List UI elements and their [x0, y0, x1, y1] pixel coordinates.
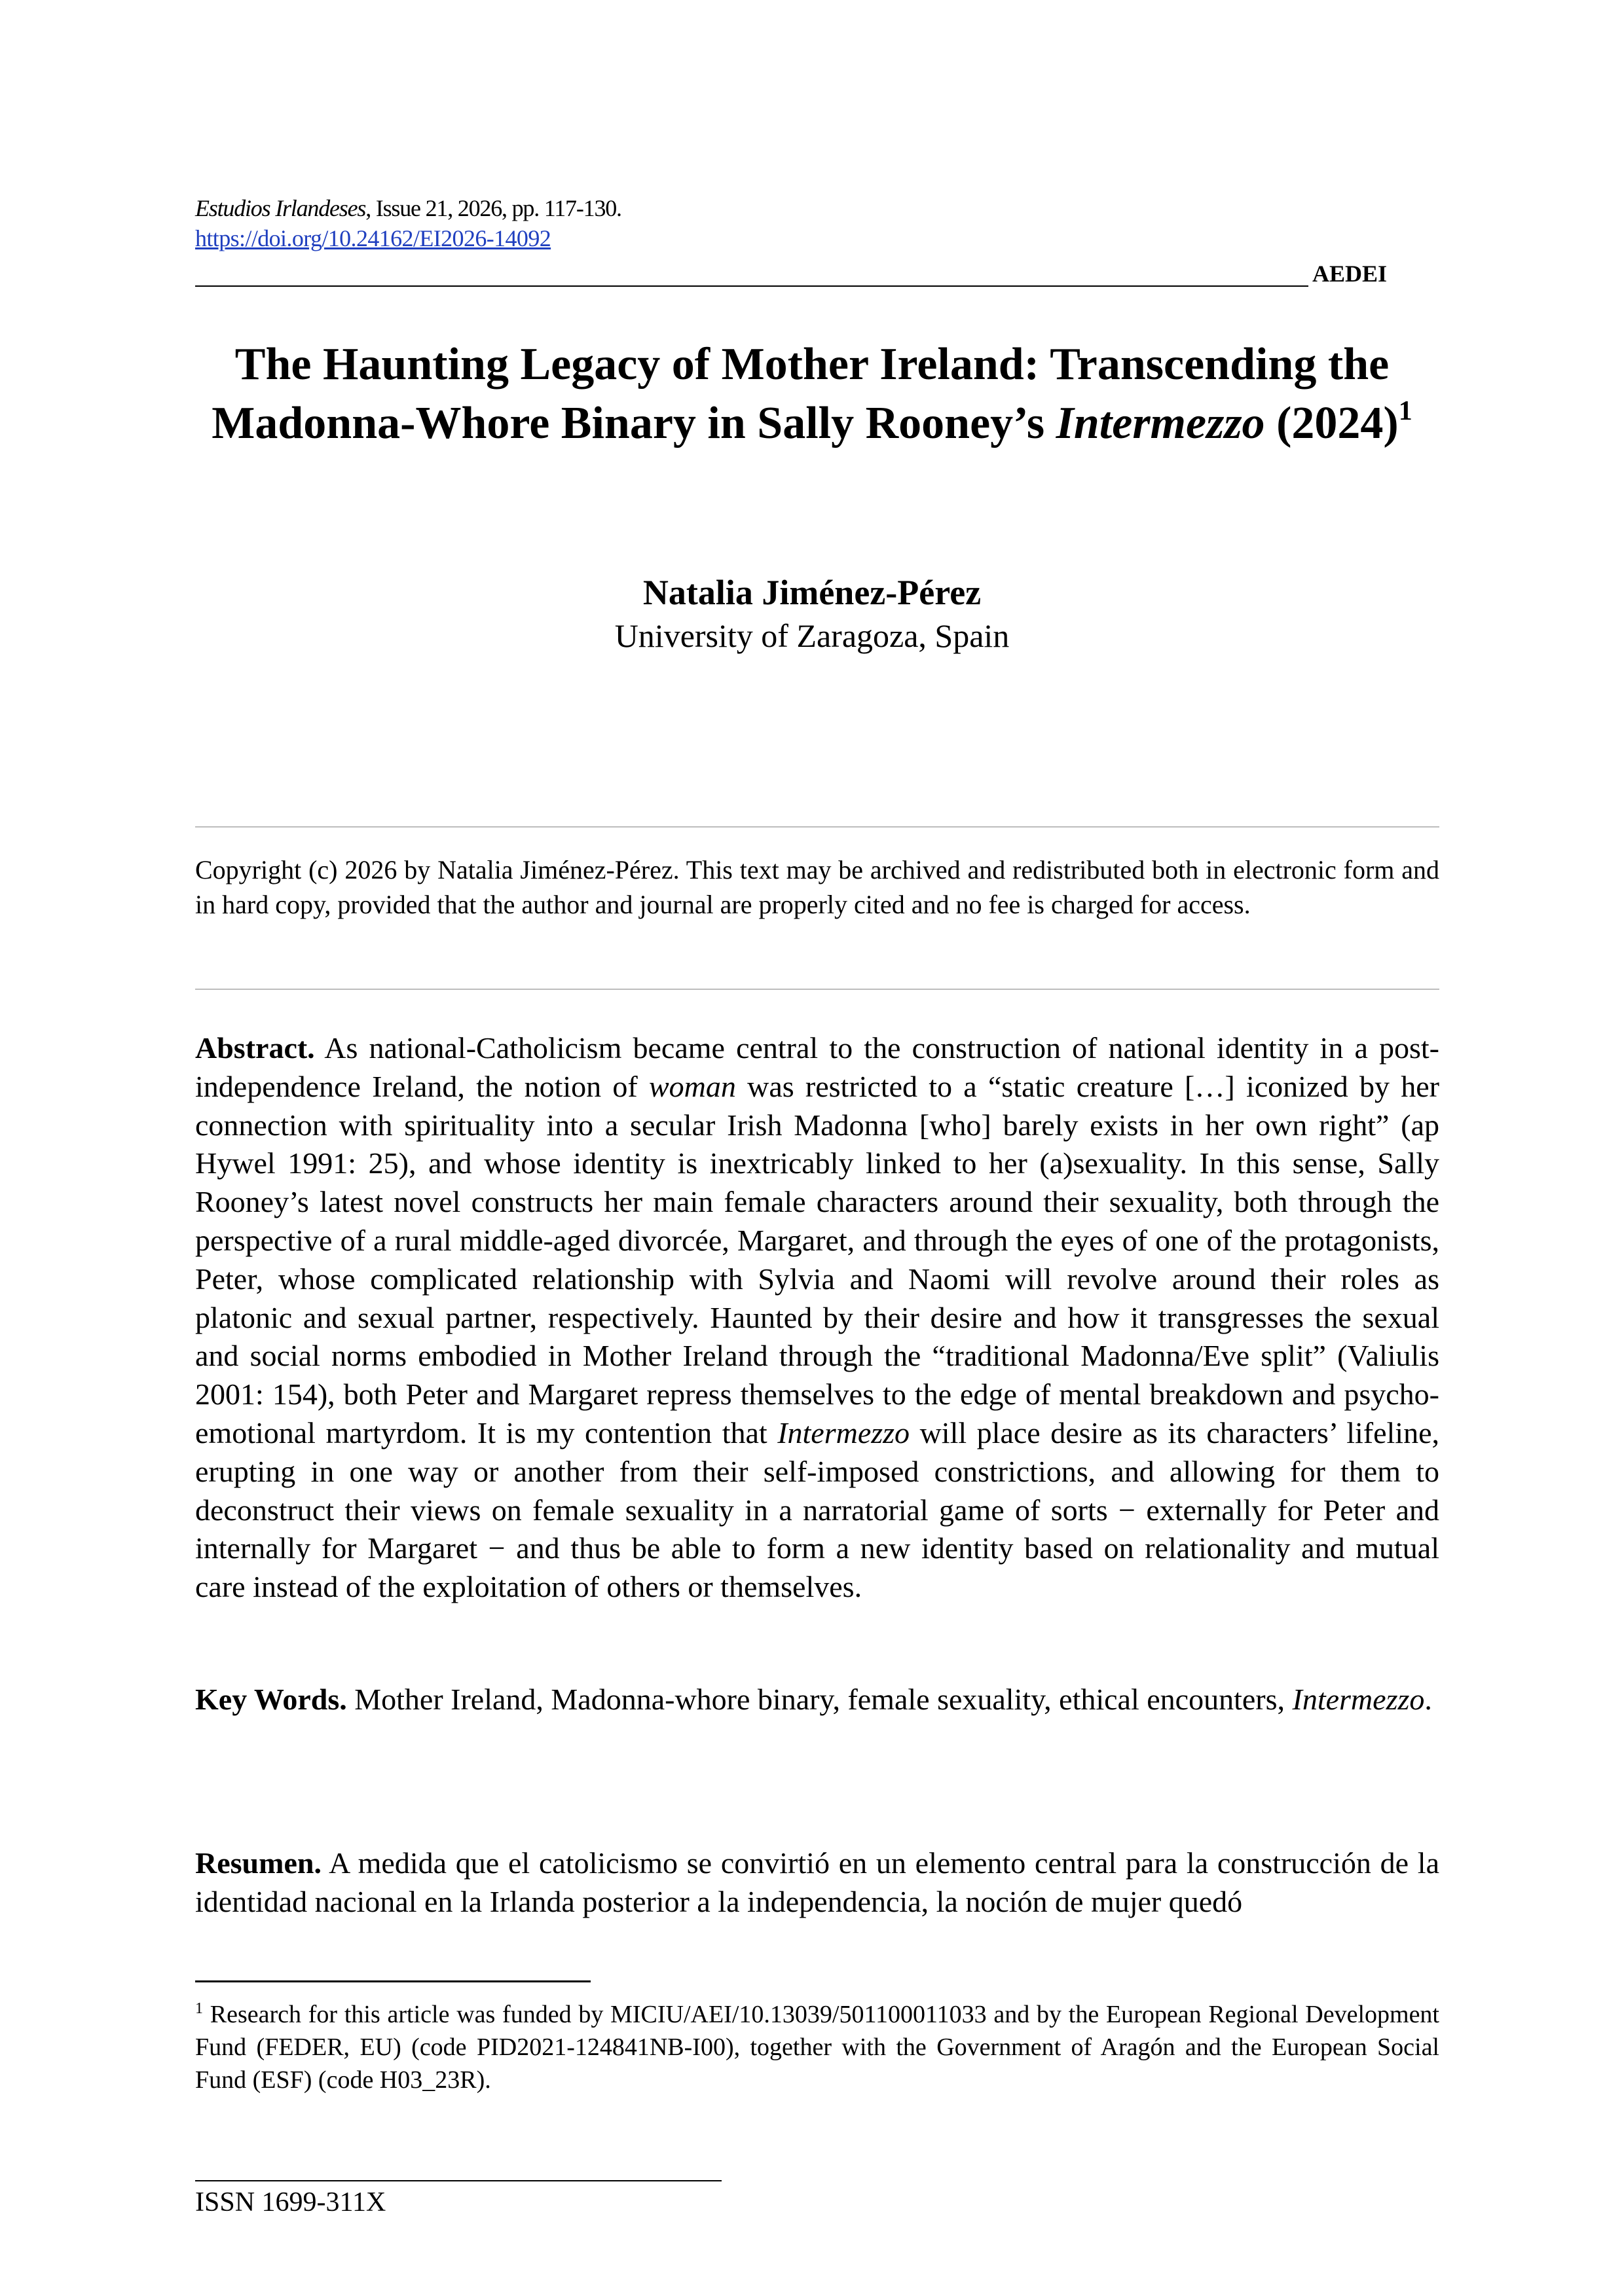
- footnote-text: Research for this article was funded by MICIU/AEI/10.13039/501100011033 and by the European Regional Development Fund (FEDER, EU) (code PID2021-124841NB-I00), together with the Government of Aragón and the European Social Fund (ESF) (code H03_23R).: [195, 2001, 1439, 2094]
- abstract-label: Abstract.: [195, 1031, 315, 1065]
- title-italic: Intermezzo: [1056, 398, 1265, 448]
- keywords-italic: Intermezzo: [1292, 1683, 1425, 1716]
- abstract-italic-2: Intermezzo: [777, 1415, 910, 1449]
- author-name: Natalia Jiménez-Pérez: [642, 573, 982, 612]
- title-footnote-mark[interactable]: 1: [1398, 396, 1412, 426]
- copyright-notice: Copyright (c) 2026 by Natalia Jiménez-Pérez. This text may be archived and redistributed both in electronic form and in hard copy, provided that the author and journal are properly cited and no fee is charged for access.: [195, 855, 1439, 919]
- article-title: [164, 335, 1460, 453]
- header-rule: [195, 285, 1308, 287]
- journal-citation: [195, 194, 621, 223]
- keywords-text: Mother Ireland, Madonna-whore binary, female sexuality, ethical encounters,: [346, 1683, 1293, 1716]
- issn-rule: [195, 2180, 722, 2181]
- keywords-end: .: [1424, 1683, 1432, 1716]
- resumen-text: A medida que el catolicismo se convirtió en un elemento central para la construcción de la identidad nacional en la Irlanda posterior a la independencia, la noción de mujer quedó: [195, 1846, 1439, 1918]
- doi-link[interactable]: https://doi.org/10.24162/EI2026-14092: [195, 225, 551, 251]
- title-main: The Haunting Legacy of Mother Ireland: Transcending the Madonna-Whore Binary in Sally Rooney’s: [212, 339, 1390, 448]
- abstract: [195, 1029, 1439, 1607]
- footnote-mark: 1: [195, 2000, 203, 2017]
- resumen: [195, 1844, 1439, 1922]
- footnote-rule: [195, 1980, 591, 1982]
- footnote: [195, 1998, 1439, 2096]
- resumen-label: Resumen.: [195, 1846, 322, 1880]
- keywords: [195, 1681, 1439, 1719]
- journal-name: Estudios Irlandeses: [195, 195, 366, 221]
- abstract-text-1: As national-Catholicism became central to the construction of national identity in a post-independence Ireland, the notion of: [195, 1031, 1439, 1103]
- copyright-bottom-rule: [195, 989, 1439, 990]
- abstract-italic-1: woman: [648, 1069, 736, 1103]
- abstract-text-3: will place desire as its characters’ lifeline, erupting in one way or another from their self-imposed constrictions, and allowing for them to deconstruct their views on female sexuality in a narratorial game of sorts − externally for Peter and internally for Margaret − and thus be able to form a new identity based on relationality and mutual care instead of the exploitation of others or themselves.: [195, 1415, 1439, 1604]
- keywords-label: Key Words.: [195, 1683, 347, 1716]
- abstract-text-2: was restricted to a “static creature […] iconized by her connection with spirituality into a secular Irish Madonna [who] barely exists in her own right” (ap Hywel 1991: 25), and whose identity is inextricably linked to her (a)sexuality. In this sense, Sally Rooney’s latest novel constructs her main female characters around their sexuality, both through the perspective of a rural middle-aged divorcée, Margaret, and through the eyes of one of the protagonists, Peter, whose complicated relationship with Sylvia and Naomi will revolve around their roles as platonic and sexual partner, respectively. Haunted by their desire and how it transgresses the sexual and social norms embodied in Mother Ireland through the “traditional Madonna/Eve split” (Valiulis 2001: 154), both Peter and Margaret repress themselves to the edge of mental breakdown and psycho-emotional martyrdom. It is my contention that: [195, 1069, 1439, 1449]
- publisher-label: AEDEI: [1312, 261, 1388, 287]
- author-affiliation: University of Zaragoza, Spain: [614, 617, 1010, 654]
- title-year: (2024): [1264, 398, 1399, 448]
- resumen-body: [195, 1844, 1439, 1922]
- issue-info: , Issue 21, 2026, pp. 117-130.: [365, 195, 621, 221]
- issn: ISSN 1699-311X: [195, 2187, 386, 2217]
- copyright-top-rule: [195, 826, 1439, 828]
